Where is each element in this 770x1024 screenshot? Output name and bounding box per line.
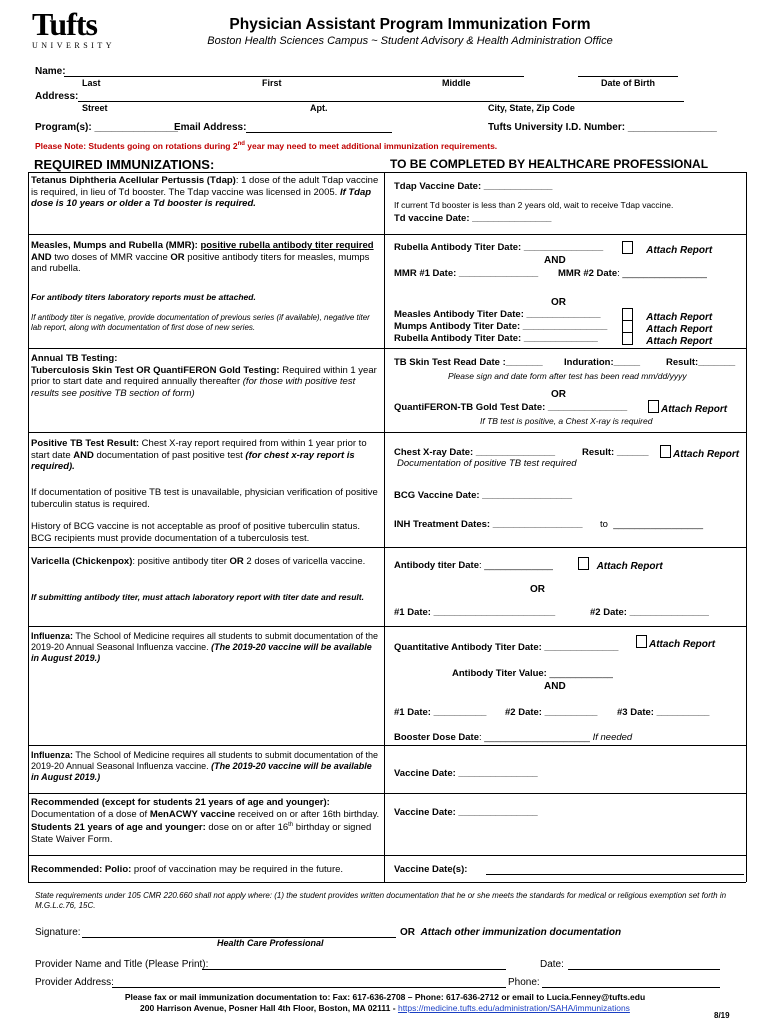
city-label: City, State, Zip Code	[488, 103, 575, 113]
logo-wordmark: Tufts	[32, 6, 97, 42]
positive-tb-doc-note: Documentation of positive TB test required	[397, 458, 577, 469]
middle-label: Middle	[442, 78, 471, 88]
rubella-2-attach[interactable]: Attach Report	[622, 332, 712, 347]
menacwy-description: Recommended (except for students 21 years of age and younger): Documentation of a dose of MenACWY vaccine received on or after 16th birthday. Students 21 years of age and younger: dose on or after 16th birthday or signed State Waiver Form.	[31, 797, 380, 845]
right-section-header: TO BE COMPLETED BY HEALTHCARE PROFESSIONAL	[390, 157, 709, 171]
signature-field[interactable]	[82, 927, 396, 938]
logo-subtext: UNIVERSITY	[32, 41, 115, 50]
positive-tb-para2: If documentation of positive TB test is unavailable, physician verification of positive tuberculin status is required.	[31, 487, 378, 510]
inh-to-field[interactable]: to _________________	[600, 519, 704, 530]
provider-name-field[interactable]	[202, 959, 506, 970]
address-field[interactable]	[78, 91, 684, 102]
influenza-titer-value-field[interactable]: Antibody Titer Value: ____________	[452, 668, 613, 679]
rubella-attach[interactable]: Attach Report	[622, 241, 712, 256]
polio-date-field[interactable]: Vaccine Date(s):	[394, 864, 467, 876]
state-requirements: State requirements under 105 CMR 220.660 shall not apply where: (1) the student provides written documentation that he or she meets the standards for medical or religious exemption set forth in M.G.L.c.76, 15C.	[35, 891, 727, 910]
tb-sign-note: Please sign and date form after test has been read mm/dd/yyyy	[448, 371, 687, 381]
email-field[interactable]	[246, 122, 392, 133]
last-label: Last	[82, 78, 101, 88]
checkbox-icon[interactable]	[622, 241, 633, 254]
dob-field[interactable]	[578, 66, 678, 77]
measles-attach[interactable]: Attach Report	[622, 308, 712, 323]
influenza-2-description: Influenza: The School of Medicine requires all students to submit documentation of the 2019-20 Annual Seasonal Influenza vaccine. (The 2019-20 vaccine will be available in August 2019.)	[31, 750, 379, 782]
checkbox-icon[interactable]	[648, 400, 659, 413]
influenza-and: AND	[544, 681, 566, 692]
influenza-titer-field[interactable]: Quantitative Antibody Titer Date: ______________	[394, 642, 619, 653]
mmr-lab-note: For antibody titers laboratory reports must be attached.	[31, 292, 256, 302]
influenza-booster-field[interactable]: Booster Dose Date: ____________________ If needed	[394, 732, 633, 743]
mmr-or: OR	[551, 297, 566, 308]
tdap-description: Tetanus Diphtheria Acellular Pertussis (Tdap): 1 dose of the adult Tdap vaccine is required, in lieu of Td booster. The Tdap vaccine was licensed in 2005. If Tdap dose is 10 years or older a Td booster is required.	[31, 175, 379, 209]
menacwy-date-field[interactable]: Vaccine Date: _______________	[394, 807, 538, 818]
measles-titer-field[interactable]: Measles Antibody Titer Date: ______________	[394, 309, 601, 320]
varicella-attach[interactable]: Attach Report	[578, 557, 663, 572]
immunizations-link[interactable]: https://medicine.tufts.edu/administration/SAHA/immunizations	[397, 1003, 630, 1013]
tb-skin-date-field[interactable]: TB Skin Test Read Date :_______	[394, 357, 543, 368]
mmr-description: Measles, Mumps and Rubella (MMR): positive rubella antibody titer required AND two doses of MMR vaccine OR positive antibody titers for measles, mumps and rubella.	[31, 240, 374, 274]
mailing-address: 200 Harrison Avenue, Posner Hall 4th Floor, Boston, MA 02111 - https://medicine.tufts.edu/administration/SAHA/immunizations	[140, 1003, 630, 1013]
influenza-2-date-field[interactable]: Vaccine Date: _______________	[394, 768, 538, 779]
tb-description: Annual TB Testing: Tuberculosis Skin Test OR QuantiFERON Gold Testing: Required within 1 year prior to start date and required annually thereafter (for those with positive test results see positive TB section of form)	[31, 353, 377, 399]
date-field[interactable]	[568, 959, 720, 970]
td-date-field[interactable]: Td vaccine Date: _______________	[394, 213, 552, 224]
programs-field[interactable]: Program(s): _______________	[35, 122, 178, 133]
date-label: Date:	[540, 959, 564, 970]
tufts-id-field[interactable]: Tufts University I.D. Number: ________________	[488, 122, 717, 133]
fax-instructions: Please fax or mail immunization documentation to: Fax: 617-636-2708 – Phone: 617-636-2712 or email to Lucia.Fenney@tufts.edu	[124, 992, 646, 1002]
email-label: Email Address:	[174, 122, 247, 133]
chest-xray-result-field[interactable]: Result: ______	[582, 447, 649, 458]
tb-induration-field[interactable]: Induration:_____	[564, 357, 641, 368]
mumps-titer-field[interactable]: Mumps Antibody Titer Date: ________________	[394, 321, 608, 332]
checkbox-icon[interactable]	[660, 445, 671, 458]
left-section-header: REQUIRED IMMUNIZATIONS:	[34, 157, 215, 172]
influenza-attach[interactable]: Attach Report	[636, 635, 715, 650]
quantiferon-attach[interactable]: Attach Report	[648, 400, 727, 415]
tb-or: OR	[551, 389, 566, 400]
name-field[interactable]	[64, 66, 524, 77]
checkbox-icon[interactable]	[636, 635, 647, 648]
tdap-date-field[interactable]: Tdap Vaccine Date: _____________	[394, 181, 553, 192]
influenza-description: Influenza: The School of Medicine requires all students to submit documentation of the 2019-20 Annual Seasonal Influenza vaccine. (The 2019-20 vaccine will be available in August 2019.)	[31, 631, 379, 663]
mmr1-date-field[interactable]: MMR #1 Date: _______________	[394, 268, 539, 279]
tb-positive-note: If TB test is positive, a Chest X-ray is required	[480, 416, 653, 426]
provider-address-label: Provider Address:	[35, 977, 114, 988]
rubella-titer-2-field[interactable]: Rubella Antibody Titer Date: ______________	[394, 333, 598, 344]
varicella-titer-field[interactable]: Antibody titer Date: _____________	[394, 560, 553, 571]
phone-label: Phone:	[508, 977, 540, 988]
chest-xray-attach[interactable]: Attach Report	[660, 445, 739, 460]
mmr2-date-field[interactable]: MMR #2 Date: ________________	[558, 268, 707, 279]
mumps-attach[interactable]: Attach Report	[622, 320, 712, 335]
hcp-label: Health Care Professional	[217, 938, 324, 948]
attach-other-docs[interactable]: OR Attach other immunization documentation	[400, 927, 622, 938]
influenza-dose1-field[interactable]: #1 Date: __________	[394, 707, 487, 718]
bcg-date-field[interactable]: BCG Vaccine Date: _________________	[394, 490, 572, 501]
mmr-and: AND	[544, 255, 566, 266]
checkbox-icon[interactable]	[622, 332, 633, 345]
version-label: 8/19	[714, 1011, 730, 1020]
tdap-note: If current Td booster is less than 2 years old, wait to receive Tdap vaccine.	[394, 200, 674, 210]
dob-label: Date of Birth	[601, 78, 655, 88]
first-label: First	[262, 78, 282, 88]
rotation-note: Please Note: Students going on rotations during 2nd year may need to meet additional immunization requirements.	[35, 141, 498, 151]
street-label: Street	[82, 103, 108, 113]
name-label: Name:	[35, 66, 66, 77]
provider-name-label: Provider Name and Title (Please Print):	[35, 959, 209, 970]
apt-label: Apt.	[310, 103, 328, 113]
polio-description: Recommended: Polio: proof of vaccination may be required in the future.	[31, 864, 344, 875]
influenza-dose2-field[interactable]: #2 Date: __________	[505, 707, 598, 718]
tufts-logo	[32, 8, 122, 50]
varicella-description: Varicella (Chickenpox): positive antibody titer OR 2 doses of varicella vaccine.	[31, 556, 366, 567]
positive-tb-description: Positive TB Test Result: Chest X-ray report required from within 1 year prior to start date AND documentation of past positive test (for chest x-ray report is required).	[31, 438, 367, 472]
tb-result-field[interactable]: Result:_______	[666, 357, 736, 368]
varicella-dose2-field[interactable]: #2 Date: _______________	[590, 607, 709, 618]
checkbox-icon[interactable]	[578, 557, 589, 570]
inh-date-field[interactable]: INH Treatment Dates: _________________	[394, 519, 583, 530]
rubella-titer-field[interactable]: Rubella Antibody Titer Date: _______________	[394, 242, 604, 253]
varicella-dose1-field[interactable]: #1 Date: _______________________	[394, 607, 556, 618]
varicella-or: OR	[530, 584, 545, 595]
page-subtitle: Boston Health Sciences Campus ~ Student Advisory & Health Administration Office	[207, 35, 613, 47]
provider-address-field[interactable]	[112, 977, 506, 988]
page-title: Physician Assistant Program Immunization Form	[229, 16, 591, 33]
chest-xray-date-field[interactable]: Chest X-ray Date: _______________	[394, 447, 556, 458]
varicella-note: If submitting antibody titer, must attach laboratory report with titer date and result.	[31, 592, 364, 602]
signature-label: Signature:	[35, 927, 81, 938]
positive-tb-para3: History of BCG vaccine is not acceptable as proof of positive tuberculin status. BCG recipients must provide documentation of a tuberculosis test.	[31, 521, 360, 544]
address-label: Address:	[35, 91, 79, 102]
influenza-dose3-field[interactable]: #3 Date: __________	[617, 707, 710, 718]
mmr-negative-note: If antibody titer is negative, provide documentation of previous series (if available), negative titer lab report, along with documentation of first dose of new series.	[31, 313, 370, 332]
phone-field[interactable]	[542, 977, 720, 988]
quantiferon-date-field[interactable]: QuantiFERON-TB Gold Test Date: _______________	[394, 402, 628, 413]
